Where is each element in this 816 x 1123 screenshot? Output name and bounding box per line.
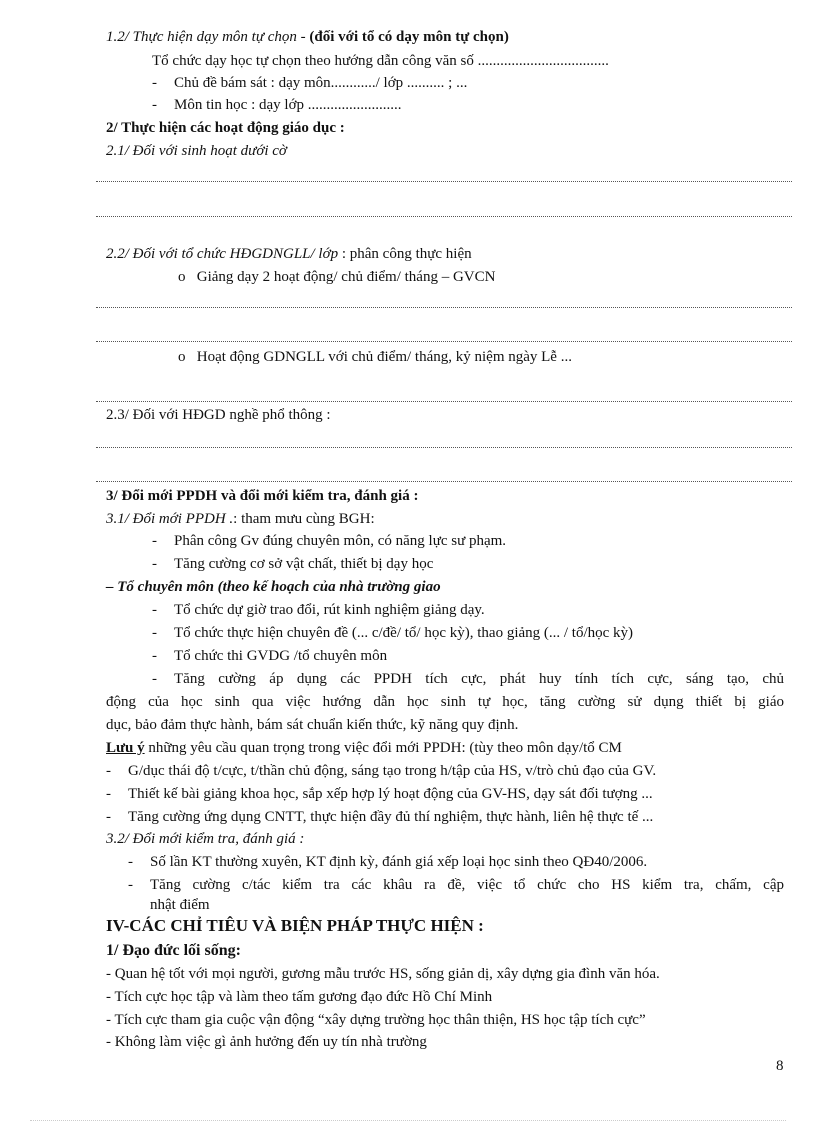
note-label: Lưu ý [106,740,145,756]
dotted-line [96,481,792,482]
section-2-title: 2/ Thực hiện các hoạt động giáo dục : [106,120,345,136]
bullet-item: - Tăng cường c/tác kiểm tra các khâu ra đề, việc tổ chức cho HS kiểm tra, chấm, cập [128,877,784,893]
section-3-title: 3/ Đổi mới PPDH và đổi mới kiểm tra, đánh giá : [106,488,419,504]
circle-bullet-item: o Giảng dạy 2 hoạt động/ chủ điểm/ tháng – GVCN [178,269,496,285]
bullet-continuation: nhật điểm [150,897,210,913]
bullet-item: - Tổ chức thực hiện chuyên đề (... c/đề/ tổ/ học kỳ), thao giảng (... / tổ/học kỳ) [152,625,634,641]
paragraph-line: động của học sinh qua việc hướng dẫn học sinh tự học, tăng cường sử dụng thiết bị giáo [106,694,784,710]
dotted-line [96,401,792,402]
dotted-line [96,216,792,217]
section-2-1-title: 2.1/ Đối với sinh hoạt dưới cờ [106,143,287,159]
section-1-2-title [106,27,509,47]
footer-rule [30,1120,786,1121]
bullet-item: - Tổ chức thi GVDG /tổ chuyên môn [152,648,388,664]
bullet-item: - Chủ đề bám sát : dạy môn............/ lớp .......... ; ... [152,75,468,91]
dash-item: - G/dục thái độ t/cực, t/thần chủ động, sáng tạo trong h/tập của HS, v/trò chủ đạo của GV. [106,763,657,779]
section-2-2-title: 2.2/ Đối với tổ chức HĐGDNGLL/ lớp : phân công thực hiện [106,246,472,262]
section-2-3-title: 2.3/ Đối với HĐGD nghề phổ thông : [106,407,331,423]
bullet-item: - Số lần KT thường xuyên, KT định kỳ, đánh giá xếp loại học sinh theo QĐ40/2006. [128,854,648,870]
bullet-item: - Tổ chức dự giờ trao đổi, rút kinh nghiệm giảng dạy. [152,602,485,618]
dash-item: - Quan hệ tốt với mọi người, gương mẫu trước HS, sống giản dị, xây dựng gia đình văn hóa. [106,966,660,982]
dash-item: - Không làm việc gì ảnh hưởng đến uy tín nhà trường [106,1034,427,1050]
dotted-line [96,181,792,182]
dash-item: - Tích cực học tập và làm theo tấm gương đạo đức Hồ Chí Minh [106,989,493,1005]
dash-item: - Thiết kế bài giảng khoa học, sắp xếp hợp lý hoạt động của GV-HS, dạy sát đối tượng ... [106,786,653,802]
paragraph-line: dục, bảo đảm thực hành, bám sát chuẩn kiến thức, kỹ năng quy định. [106,717,519,733]
note-line: Lưu ý những yêu cầu quan trọng trong việc đổi mới PPDH: (tùy theo môn dạy/tổ CM [106,740,622,756]
text-line: Tổ chức dạy học tự chọn theo hướng dẫn công văn số ................................... [152,53,609,69]
section-3-1-title: 3.1/ Đổi mới PPDH .: tham mưu cùng BGH: [106,511,375,527]
bullet-item: - Phân công Gv đúng chuyên môn, có năng lực sư phạm. [152,533,507,549]
dotted-line [96,341,792,342]
dotted-line [96,447,792,448]
page-number: 8 [776,1058,784,1074]
dash-item: - Tích cực tham gia cuộc vận động “xây dựng trường học thân thiện, HS học tập tích cực” [106,1012,646,1028]
section-1-2-note: (đối với tổ có dạy môn tự chọn) [309,29,509,45]
dotted-line [96,307,792,308]
section-1-2-label: 1.2/ Thực hiện dạy môn tự chọn - [106,29,310,45]
bullet-item: - Môn tin học : dạy lớp ......................... [152,97,402,113]
circle-bullet-item: o Hoạt động GDNGLL với chủ điểm/ tháng, kỷ niệm ngày Lễ ... [178,349,572,365]
paragraph-line: - Tăng cường áp dụng các PPDH tích cực, phát huy tính tích cực, sáng tạo, chủ [152,671,784,687]
section-4-1-title: 1/ Đạo đức lối sống: [106,942,241,959]
bullet-item: - Tăng cường cơ sở vật chất, thiết bị dạy học [152,556,434,572]
dash-item: - Tăng cường ứng dụng CNTT, thực hiện đầy đủ thí nghiệm, thực hành, liên hệ thực tế ... [106,809,654,825]
section-3-2-title: 3.2/ Đổi mới kiểm tra, đánh giá : [106,831,305,847]
section-4-title: IV-CÁC CHỈ TIÊU VÀ BIỆN PHÁP THỰC HIỆN : [106,916,484,935]
group-heading: – Tổ chuyên môn (theo kế hoạch của nhà trường giao [106,579,441,595]
